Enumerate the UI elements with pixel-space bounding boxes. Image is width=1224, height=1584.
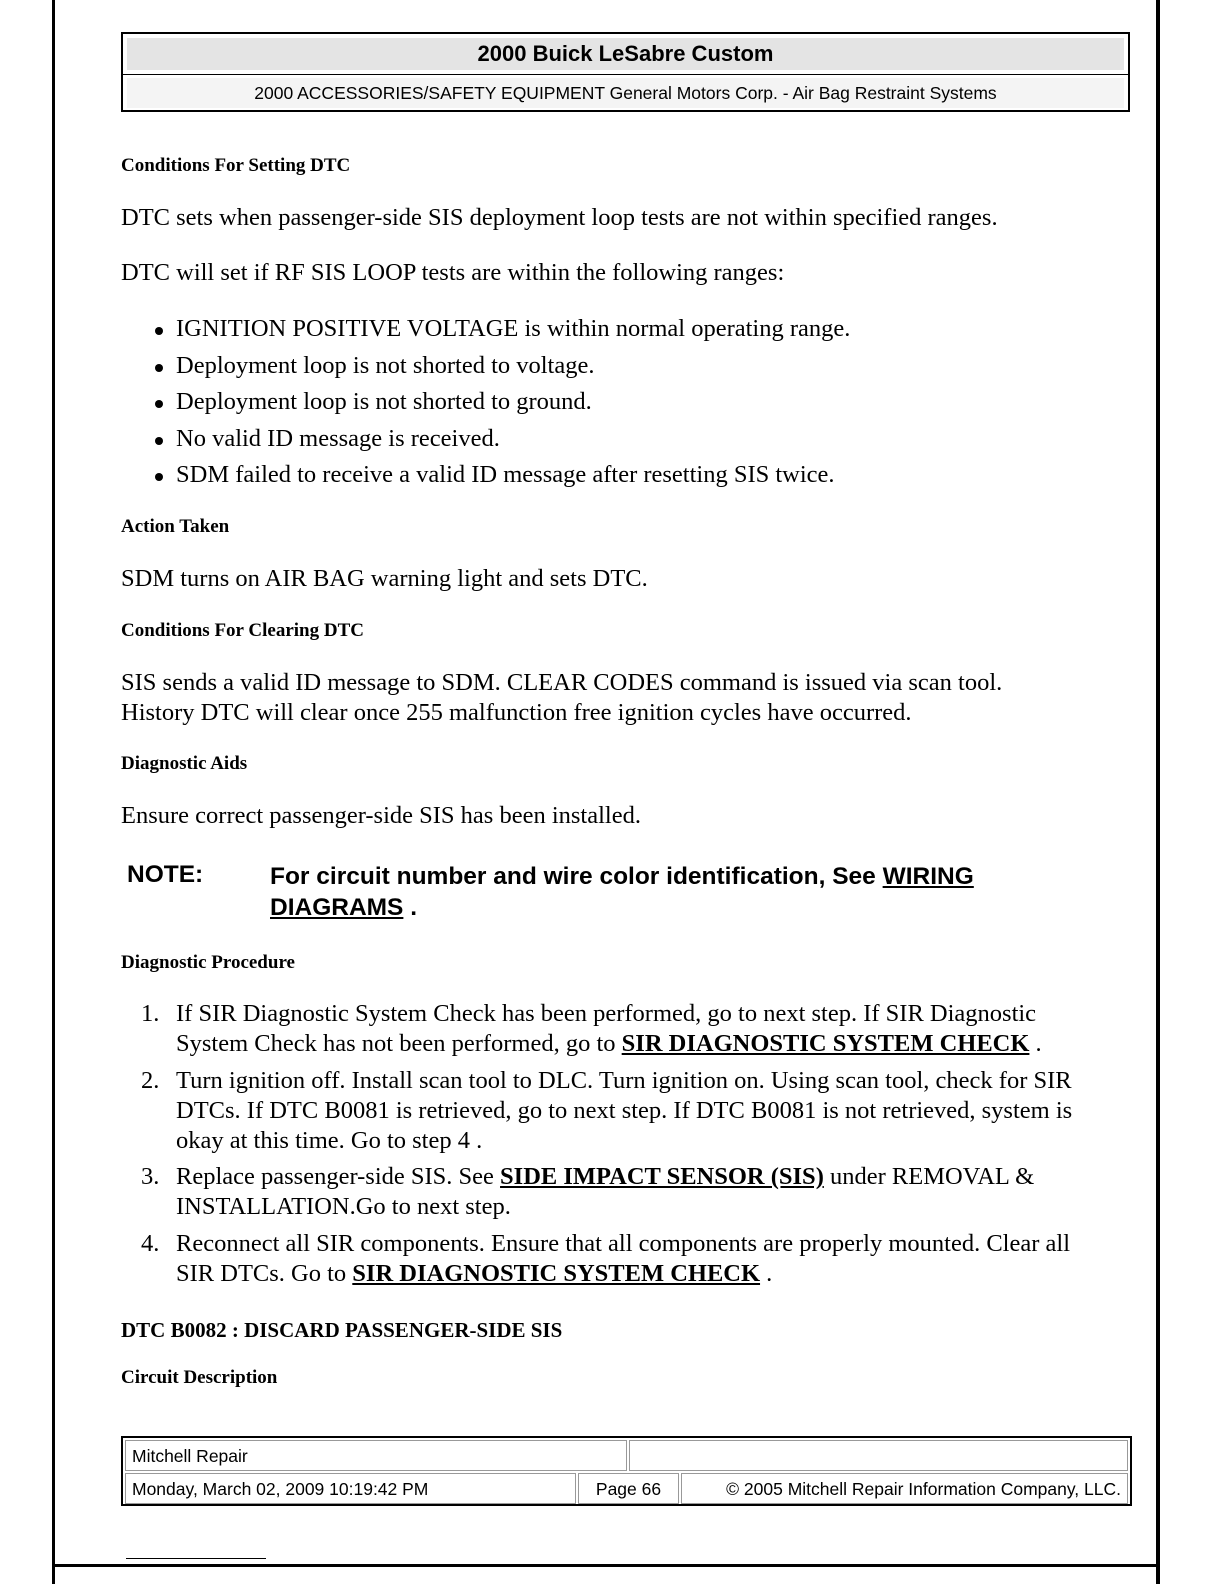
step-after: . (766, 1259, 773, 1287)
list-item: IGNITION POSITIVE VOLTAGE is within normal operating range. (121, 314, 850, 351)
conditions-setting-para2: DTC will set if RF SIS LOOP tests are within the following ranges: (121, 259, 785, 286)
page-border-bottom (52, 1564, 1160, 1567)
list-item: Deployment loop is not shorted to ground. (121, 387, 850, 424)
step-text: Replace passenger-side SIS. See (176, 1163, 494, 1190)
heading-action-taken: Action Taken (121, 516, 230, 537)
footer-date: Monday, March 02, 2009 10:19:42 PM (125, 1473, 576, 1504)
note-body: For circuit number and wire color identification, See (270, 863, 876, 890)
note-label: NOTE: (127, 861, 204, 888)
sir-diagnostic-system-check-link[interactable]: SIR DIAGNOSTIC SYSTEM CHECK (352, 1259, 761, 1287)
heading-diagnostic-aids: Diagnostic Aids (121, 753, 248, 774)
conditions-bullet-list (121, 314, 850, 497)
procedure-steps (121, 999, 1101, 1295)
conditions-clearing-line1: SIS sends a valid ID message to SDM. CLEAR CODES command is issued via scan tool. (121, 669, 1003, 696)
diagnostic-aids-para: Ensure correct passenger-side SIS has been installed. (121, 802, 641, 829)
step-number: 1. (141, 1000, 160, 1027)
sir-diagnostic-system-check-link[interactable]: SIR DIAGNOSTIC SYSTEM CHECK (621, 1030, 1030, 1057)
footer-page-number: Page 66 (578, 1473, 679, 1504)
step-number: 4. (141, 1229, 160, 1257)
page-border-right (1156, 0, 1160, 1584)
link-text: DIAGRAMS (270, 894, 404, 921)
step-text: Turn ignition off. Install scan tool to DLC. Turn ignition on. Using scan tool, check for SIR DTCs. If DTC B0081 is retrieved, go to next step. If DTC B0081 is not retrieved, system is okay at this time. Go to step 4 . (176, 1066, 1073, 1154)
step-number: 2. (141, 1066, 160, 1094)
conditions-setting-para1: DTC sets when passenger-side SIS deployment loop tests are not within specified ranges. (121, 204, 998, 231)
heading-conditions-clearing: Conditions For Clearing DTC (121, 620, 364, 641)
step-text: If SIR Diagnostic System Check has been performed, go to next step. If SIR Diagnostic System Check has not been performed, go to (176, 1000, 1037, 1057)
procedure-step-2 (121, 1066, 1101, 1156)
list-item: SDM failed to receive a valid ID message after resetting SIS twice. (121, 460, 850, 497)
footer-copyright: © 2005 Mitchell Repair Information Company, LLC. (681, 1473, 1128, 1504)
header-divider (123, 74, 1128, 75)
document-subtitle: 2000 ACCESSORIES/SAFETY EQUIPMENT General Motors Corp. - Air Bag Restraint Systems (127, 78, 1124, 108)
footer-empty-cell (629, 1440, 1128, 1471)
step-number: 3. (141, 1163, 160, 1190)
side-impact-sensor-link[interactable]: SIDE IMPACT SENSOR (SIS) (500, 1163, 824, 1190)
page-border-left (52, 0, 55, 1584)
heading-circuit-description: Circuit Description (121, 1367, 278, 1388)
note-end: . (410, 894, 418, 921)
procedure-step-4 (121, 1229, 1101, 1289)
action-taken-para: SDM turns on AIR BAG warning light and sets DTC. (121, 565, 648, 592)
document-header (121, 32, 1130, 112)
page-bottom-rule (126, 1558, 266, 1559)
step-after: under REMOVAL & INSTALLATION.Go to next step. (176, 1163, 1035, 1220)
note-text (270, 861, 1070, 923)
document-title: 2000 Buick LeSabre Custom (127, 38, 1124, 70)
heading-dtc-b0082: DTC B0082 : DISCARD PASSENGER-SIDE SIS (121, 1318, 563, 1342)
link-text: WIRING (882, 863, 974, 890)
procedure-step-3 (121, 1162, 1101, 1222)
conditions-clearing-line2: History DTC will clear once 255 malfunction free ignition cycles have occurred. (121, 699, 912, 726)
footer-company: Mitchell Repair (125, 1440, 627, 1471)
list-item: No valid ID message is received. (121, 424, 850, 461)
procedure-step-1 (121, 999, 1101, 1059)
document-footer (121, 1436, 1132, 1506)
heading-conditions-setting: Conditions For Setting DTC (121, 155, 351, 176)
heading-diagnostic-procedure: Diagnostic Procedure (121, 952, 295, 973)
step-text: Reconnect all SIR components. Ensure that all components are properly mounted. Clear all SIR DTCs. Go to (176, 1229, 1070, 1287)
step-after: . (1035, 1030, 1042, 1057)
list-item: Deployment loop is not shorted to voltage. (121, 351, 850, 388)
